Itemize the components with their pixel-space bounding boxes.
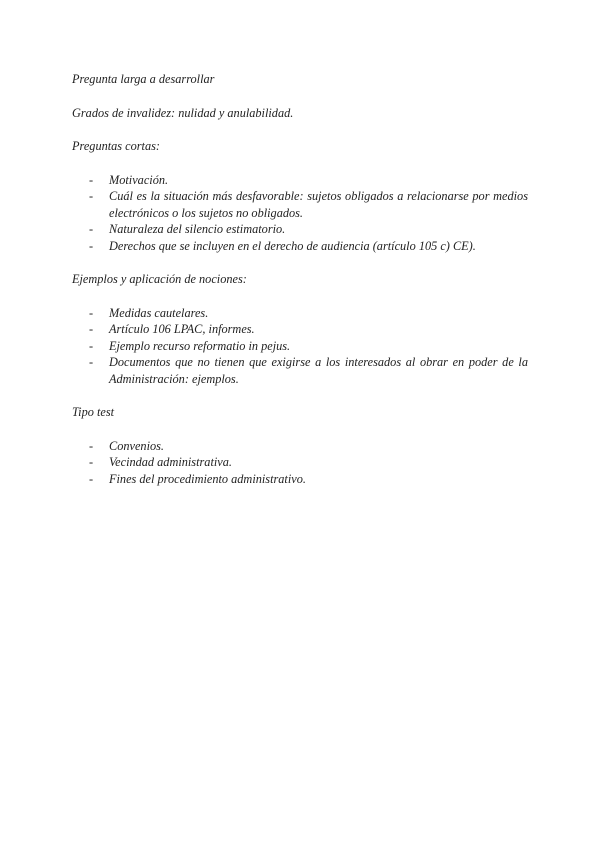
bullet-dash: -	[89, 238, 94, 253]
list-item-text: Naturaleza del silencio estimatorio.	[109, 222, 286, 236]
list-item-text: Convenios.	[109, 438, 164, 453]
list-item-text: Medidas cautelares.	[109, 305, 209, 320]
long-question-text: Grados de invalidez: nulidad y anulabilidad.	[72, 105, 294, 120]
bullet-dash: -	[89, 355, 94, 369]
list-item-text: Ejemplo recurso reformatio in pejus.	[109, 338, 291, 353]
bullet-dash: -	[89, 438, 94, 453]
list-item	[72, 454, 528, 471]
document-body	[72, 71, 528, 504]
bullet-dash: -	[89, 322, 94, 336]
long-question-heading: Pregunta larga a desarrollar	[72, 72, 215, 86]
list-item	[72, 188, 528, 221]
list-item	[72, 354, 528, 387]
test-heading: Tipo test	[72, 405, 115, 419]
list-item-text: Derechos que se incluyen en el derecho de audiencia (artículo 105 c) CE).	[109, 238, 476, 253]
list-item	[72, 305, 528, 322]
short-questions-list	[72, 172, 528, 255]
bullet-dash: -	[89, 222, 94, 236]
list-item-text: Cuál es la situación más desfavorable: sujetos obligados a relacionarse por medios electrónicos o los sujetos no obligados.	[109, 189, 528, 220]
list-item	[72, 321, 528, 338]
examples-heading: Ejemplos y aplicación de nociones:	[72, 272, 247, 286]
test-list	[72, 438, 528, 488]
list-item	[72, 471, 528, 488]
list-item-text: Fines del procedimiento administrativo.	[109, 471, 306, 486]
examples-list	[72, 305, 528, 388]
bullet-dash: -	[89, 471, 94, 486]
bullet-dash: -	[89, 189, 94, 203]
list-item-text: Motivación.	[109, 172, 169, 187]
bullet-dash: -	[89, 455, 94, 469]
bullet-dash: -	[89, 305, 94, 320]
list-item-text: Artículo 106 LPAC, informes.	[109, 322, 255, 336]
list-item	[72, 338, 528, 355]
list-item	[72, 221, 528, 238]
list-item	[72, 238, 528, 255]
list-item	[72, 438, 528, 455]
bullet-dash: -	[89, 172, 94, 187]
list-item-text: Vecindad administrativa.	[109, 455, 232, 469]
list-item	[72, 172, 528, 189]
list-item-text: Documentos que no tienen que exigirse a los interesados al obrar en poder de la Administración: ejemplos.	[109, 355, 528, 386]
short-questions-heading: Preguntas cortas:	[72, 139, 161, 153]
bullet-dash: -	[89, 338, 94, 353]
